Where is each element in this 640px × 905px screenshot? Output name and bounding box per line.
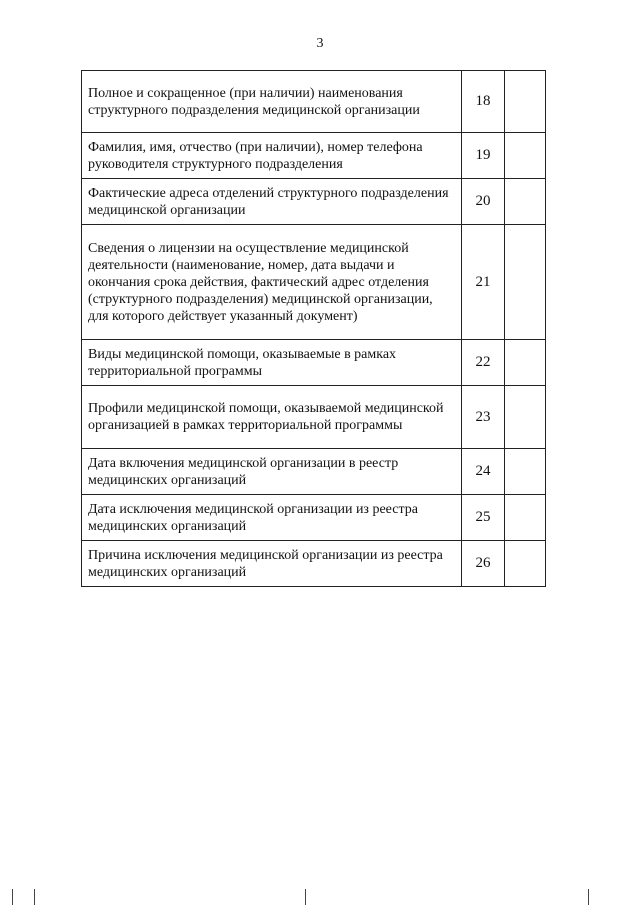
row-number: 25 — [462, 495, 505, 541]
row-description: Сведения о лицензии на осуществление медицинской деятельности (наименование, номер, дата выдачи и окончания срока действия, фактический адрес отделения (структурного подразделения) медицинской организации, для которого действует указанный документ) — [82, 225, 462, 340]
row-number: 26 — [462, 541, 505, 587]
row-value-cell — [505, 541, 546, 587]
table-row — [82, 386, 546, 449]
row-value-cell — [505, 340, 546, 386]
row-value-cell — [505, 449, 546, 495]
table-row — [82, 225, 546, 340]
scan-edge-mark — [305, 889, 306, 905]
row-description: Причина исключения медицинской организации из реестра медицинских организаций — [82, 541, 462, 587]
row-value-cell — [505, 495, 546, 541]
table-row — [82, 449, 546, 495]
row-value-cell — [505, 225, 546, 340]
row-description: Виды медицинской помощи, оказываемые в рамках территориальной программы — [82, 340, 462, 386]
scan-edge-mark — [12, 889, 13, 905]
row-number: 21 — [462, 225, 505, 340]
row-description: Фамилия, имя, отчество (при наличии), номер телефона руководителя структурного подразделения — [82, 133, 462, 179]
table-row — [82, 541, 546, 587]
row-number: 23 — [462, 386, 505, 449]
row-value-cell — [505, 133, 546, 179]
row-description: Дата включения медицинской организации в реестр медицинских организаций — [82, 449, 462, 495]
scan-edge-mark — [588, 889, 589, 905]
row-value-cell — [505, 179, 546, 225]
row-number: 20 — [462, 179, 505, 225]
table-row — [82, 133, 546, 179]
page-number: 3 — [316, 36, 324, 51]
form-table — [81, 70, 546, 587]
table-row — [82, 340, 546, 386]
row-value-cell — [505, 386, 546, 449]
table-row — [82, 179, 546, 225]
row-number: 24 — [462, 449, 505, 495]
row-value-cell — [505, 71, 546, 133]
row-number: 18 — [462, 71, 505, 133]
row-description: Дата исключения медицинской организации из реестра медицинских организаций — [82, 495, 462, 541]
row-description: Полное и сокращенное (при наличии) наименования структурного подразделения медицинской организации — [82, 71, 462, 133]
row-number: 19 — [462, 133, 505, 179]
row-description: Фактические адреса отделений структурного подразделения медицинской организации — [82, 179, 462, 225]
row-description: Профили медицинской помощи, оказываемой медицинской организацией в рамках территориальной программы — [82, 386, 462, 449]
table-row — [82, 71, 546, 133]
row-number: 22 — [462, 340, 505, 386]
scan-edge-mark — [34, 889, 35, 905]
table-row — [82, 495, 546, 541]
